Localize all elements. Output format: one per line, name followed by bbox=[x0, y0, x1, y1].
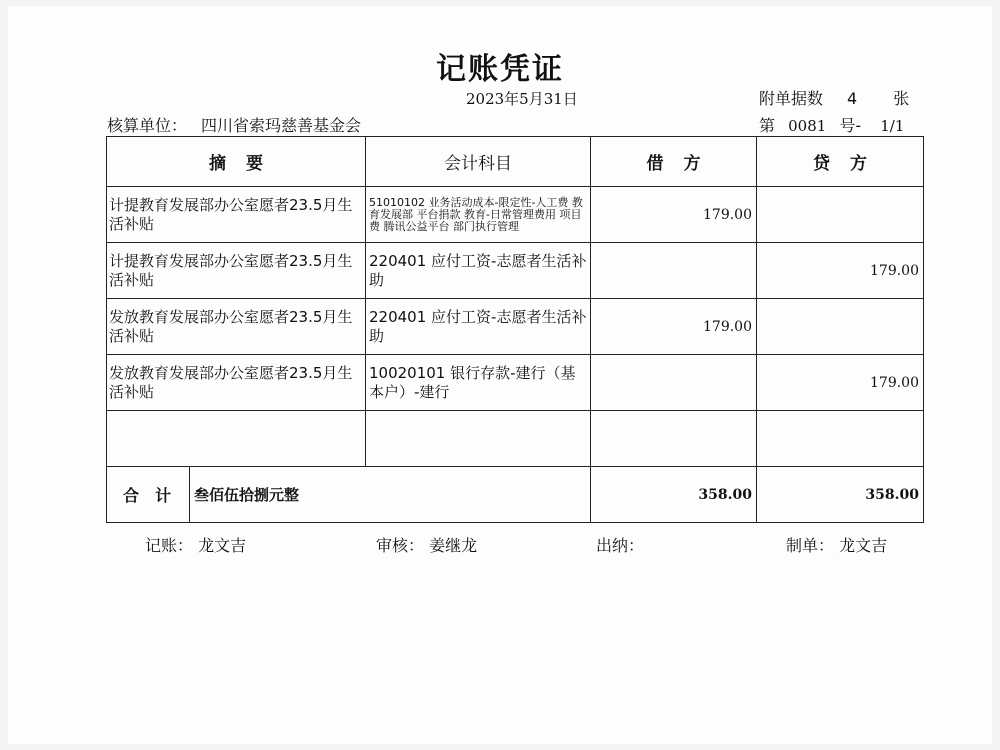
row-summary: 发放教育发展部办公室愿者23.5月生活补贴 bbox=[107, 299, 366, 355]
accounting-unit-name: 四川省索玛慈善基金会 bbox=[201, 116, 362, 135]
row-credit bbox=[757, 187, 924, 243]
attachment-number: 4 bbox=[847, 89, 858, 108]
header-summary: 摘要 bbox=[107, 137, 366, 187]
voucher-date: 2023年5月31日 bbox=[466, 90, 578, 108]
header-subject: 会计科目 bbox=[366, 137, 591, 187]
table-row bbox=[107, 355, 924, 411]
reviewer-signature: 审核： 姜继龙 bbox=[376, 536, 478, 555]
table-row bbox=[107, 299, 924, 355]
accounting-unit bbox=[107, 113, 361, 136]
row-debit bbox=[591, 243, 757, 299]
table-row bbox=[107, 243, 924, 299]
row-subject bbox=[366, 411, 591, 467]
voucher-number-suffix: 号- bbox=[839, 116, 862, 135]
row-debit: 179.00 bbox=[591, 187, 757, 243]
row-summary bbox=[107, 411, 366, 467]
preparer-signature: 制单： 龙文吉 bbox=[786, 536, 888, 555]
voucher-page: 1/1 bbox=[880, 117, 905, 135]
row-debit bbox=[591, 355, 757, 411]
row-summary: 发放教育发展部办公室愿者23.5月生活补贴 bbox=[107, 355, 366, 411]
row-summary: 计提教育发展部办公室愿者23.5月生活补贴 bbox=[107, 243, 366, 299]
voucher-number bbox=[759, 113, 904, 136]
cashier-signature: 出纳： bbox=[596, 536, 645, 555]
total-row bbox=[107, 467, 924, 523]
table-row bbox=[107, 187, 924, 243]
header-credit: 贷方 bbox=[757, 137, 924, 187]
total-amount-words: 叁佰伍拾捌元整 bbox=[194, 486, 300, 504]
row-summary: 计提教育发展部办公室愿者23.5月生活补贴 bbox=[107, 187, 366, 243]
row-debit: 179.00 bbox=[591, 299, 757, 355]
voucher-title: 记账凭证 bbox=[436, 52, 564, 87]
voucher-table bbox=[106, 136, 924, 523]
voucher-number-value: 0081 bbox=[788, 117, 827, 135]
header-debit: 借方 bbox=[591, 137, 757, 187]
table-header-row bbox=[107, 137, 924, 187]
row-subject: 51010102 业务活动成本-限定性-人工费 教育发展部 平台捐款 教育-日常管理费用 项目费 腾讯公益平台 部门执行管理 bbox=[366, 187, 591, 243]
row-subject: 220401 应付工资-志愿者生活补助 bbox=[366, 299, 591, 355]
attachment-count bbox=[759, 86, 909, 109]
row-credit: 179.00 bbox=[757, 243, 924, 299]
accounting-unit-label: 核算单位： bbox=[107, 116, 188, 135]
row-credit bbox=[757, 411, 924, 467]
row-credit bbox=[757, 299, 924, 355]
total-debit: 358.00 bbox=[591, 467, 757, 523]
attachment-label: 附单据数 bbox=[759, 89, 824, 108]
row-subject: 220401 应付工资-志愿者生活补助 bbox=[366, 243, 591, 299]
row-credit: 179.00 bbox=[757, 355, 924, 411]
row-subject: 10020101 银行存款-建行（基本户）-建行 bbox=[366, 355, 591, 411]
row-debit bbox=[591, 411, 757, 467]
total-label: 合计 bbox=[107, 467, 190, 522]
total-credit: 358.00 bbox=[757, 467, 924, 523]
voucher-number-prefix: 第 bbox=[759, 116, 776, 135]
attachment-unit: 张 bbox=[893, 89, 910, 108]
total-left-cell bbox=[107, 467, 591, 523]
bookkeeper-signature: 记账： 龙文吉 bbox=[145, 536, 247, 555]
table-row-empty bbox=[107, 411, 924, 467]
